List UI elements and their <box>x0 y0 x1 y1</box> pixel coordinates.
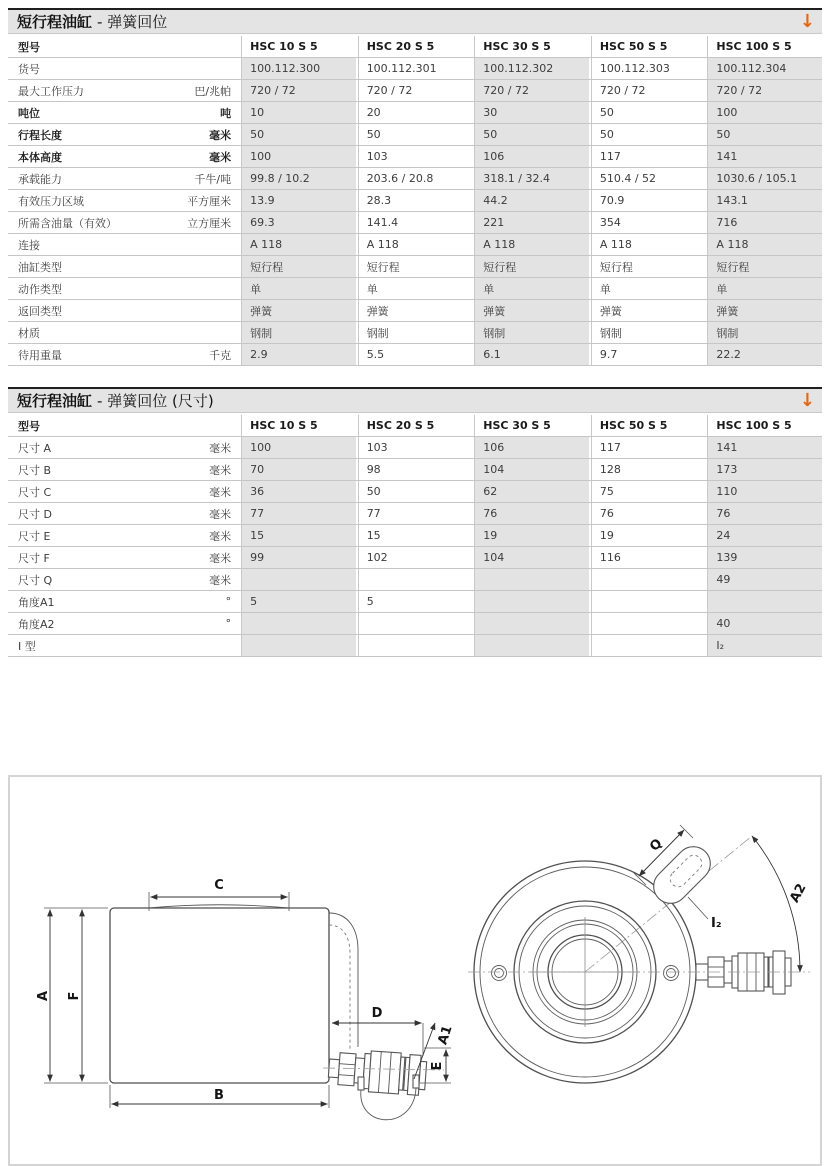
data-cell <box>474 591 589 612</box>
row-label: 尺寸 Q <box>18 573 53 587</box>
table-row <box>8 124 822 146</box>
download-arrow-icon[interactable]: ↓ <box>799 10 815 32</box>
table-row <box>8 278 822 300</box>
data-cell <box>241 569 356 590</box>
row-label-cell <box>8 344 239 365</box>
data-cell: 75 <box>591 481 706 502</box>
technical-drawing <box>10 777 820 1162</box>
data-cell <box>591 613 706 634</box>
data-cell: 44.2 <box>474 190 589 211</box>
row-label-cell <box>8 124 239 145</box>
data-cell: 24 <box>707 525 822 546</box>
table-row <box>8 503 822 525</box>
data-cell: 单 <box>358 278 473 299</box>
data-cell: A 118 <box>474 234 589 255</box>
row-unit: 千克 <box>209 348 232 362</box>
data-cell: 720 / 72 <box>474 80 589 101</box>
data-cell: 弹簧 <box>241 300 356 321</box>
data-cell: 钢制 <box>591 322 706 343</box>
data-cell: A 118 <box>241 234 356 255</box>
data-cell: 100.112.302 <box>474 58 589 79</box>
row-label-cell <box>8 102 239 123</box>
data-cell <box>358 569 473 590</box>
data-cell: 49 <box>707 569 822 590</box>
table-row <box>8 80 822 102</box>
table-row <box>8 459 822 481</box>
row-unit: 毫米 <box>209 441 232 455</box>
row-unit: 毫米 <box>209 485 232 499</box>
section-subtitle: - 弹簧回位 (尺寸) <box>97 392 214 410</box>
data-cell: 203.6 / 20.8 <box>358 168 473 189</box>
data-cell: 76 <box>707 503 822 524</box>
data-cell: A 118 <box>707 234 822 255</box>
data-cell: 短行程 <box>241 256 356 277</box>
spec-table-titlebar <box>8 8 822 34</box>
data-cell: 106 <box>474 437 589 458</box>
data-cell: 173 <box>707 459 822 480</box>
column-header: HSC 10 S 5 <box>241 36 356 57</box>
data-cell: 50 <box>358 124 473 145</box>
data-cell: 10 <box>241 102 356 123</box>
data-cell: 139 <box>707 547 822 568</box>
data-cell: 1030.6 / 105.1 <box>707 168 822 189</box>
row-unit: 毫米 <box>209 463 232 477</box>
data-cell: 单 <box>241 278 356 299</box>
table-row <box>8 300 822 322</box>
data-cell: 13.9 <box>241 190 356 211</box>
dimension-table-titlebar <box>8 387 822 413</box>
data-cell: 9.7 <box>591 344 706 365</box>
data-cell: 354 <box>591 212 706 233</box>
table2-body <box>8 437 822 657</box>
data-cell: 62 <box>474 481 589 502</box>
table-row <box>8 344 822 366</box>
dimension-table-header-row <box>8 415 822 437</box>
row-label-cell <box>8 256 239 277</box>
data-cell: 100.112.304 <box>707 58 822 79</box>
row-label-cell <box>8 212 239 233</box>
data-cell <box>358 613 473 634</box>
data-cell: 720 / 72 <box>241 80 356 101</box>
row-unit: 平方厘米 <box>187 194 232 208</box>
row-label-cell <box>8 635 239 656</box>
data-cell <box>474 635 589 656</box>
row-label-cell <box>8 613 239 634</box>
data-cell: 钢制 <box>474 322 589 343</box>
data-cell: 100 <box>241 146 356 167</box>
row-label-cell <box>8 300 239 321</box>
data-cell: 2.9 <box>241 344 356 365</box>
data-cell: 117 <box>591 437 706 458</box>
data-cell: 弹簧 <box>358 300 473 321</box>
row-label-cell <box>8 80 239 101</box>
column-header: HSC 30 S 5 <box>474 36 589 57</box>
data-cell: 单 <box>591 278 706 299</box>
row-label-cell <box>8 234 239 255</box>
data-cell: 单 <box>707 278 822 299</box>
data-cell: 6.1 <box>474 344 589 365</box>
data-cell: 110 <box>707 481 822 502</box>
row-label-cell <box>8 569 239 590</box>
column-header: HSC 50 S 5 <box>591 36 706 57</box>
data-cell <box>241 635 356 656</box>
row-unit: 吨 <box>220 106 232 120</box>
data-cell: 99.8 / 10.2 <box>241 168 356 189</box>
data-cell: 69.3 <box>241 212 356 233</box>
dim-label-b: B <box>214 1088 224 1103</box>
row-label: 动作类型 <box>18 282 62 296</box>
table-row <box>8 525 822 547</box>
data-cell: 短行程 <box>474 256 589 277</box>
data-cell: 弹簧 <box>474 300 589 321</box>
data-cell: 短行程 <box>591 256 706 277</box>
row-label: 吨位 <box>18 106 40 120</box>
dim-label-i2: I₂ <box>711 916 722 931</box>
dimension-table-section <box>8 387 822 657</box>
data-cell: 100 <box>241 437 356 458</box>
data-cell: 99 <box>241 547 356 568</box>
data-cell <box>358 635 473 656</box>
data-cell: 30 <box>474 102 589 123</box>
data-cell: 15 <box>241 525 356 546</box>
data-cell: 15 <box>358 525 473 546</box>
data-cell <box>591 591 706 612</box>
row-label-cell <box>8 503 239 524</box>
row-label: I 型 <box>18 639 36 653</box>
data-cell: 50 <box>474 124 589 145</box>
column-header: HSC 100 S 5 <box>707 415 822 436</box>
technical-drawing-panel <box>8 775 822 1166</box>
row-unit: 毫米 <box>209 529 232 543</box>
data-cell: 单 <box>474 278 589 299</box>
column-header: HSC 50 S 5 <box>591 415 706 436</box>
data-cell: 50 <box>591 102 706 123</box>
column-header: HSC 20 S 5 <box>358 415 473 436</box>
side-coupler <box>328 1048 428 1096</box>
data-cell <box>241 613 356 634</box>
row-unit: 毫米 <box>209 507 232 521</box>
data-cell: 钢制 <box>707 322 822 343</box>
dim-label-d: D <box>371 1006 383 1021</box>
row-label-cell <box>8 547 239 568</box>
column-header: HSC 10 S 5 <box>241 415 356 436</box>
table-row <box>8 437 822 459</box>
row-label: 返回类型 <box>18 304 62 318</box>
model-header-label: 型号 <box>18 40 40 54</box>
data-cell: I₂ <box>707 635 822 656</box>
row-label: 尺寸 A <box>18 441 52 455</box>
row-label: 尺寸 D <box>18 507 52 521</box>
data-cell: 720 / 72 <box>591 80 706 101</box>
dim-label-a1: A1 <box>435 1023 456 1047</box>
data-cell: 40 <box>707 613 822 634</box>
data-cell: A 118 <box>591 234 706 255</box>
data-cell: A 118 <box>358 234 473 255</box>
data-cell: 720 / 72 <box>707 80 822 101</box>
row-label: 尺寸 E <box>18 529 51 543</box>
row-label: 角度A2 <box>18 617 55 631</box>
row-label-cell <box>8 168 239 189</box>
row-label: 所需含油量（有效） <box>18 216 117 230</box>
data-cell: 70 <box>241 459 356 480</box>
download-arrow-icon[interactable]: ↓ <box>799 389 815 411</box>
data-cell: 5 <box>358 591 473 612</box>
dim-label-c: C <box>214 878 224 893</box>
row-unit: 毫米 <box>209 551 232 565</box>
data-cell: 104 <box>474 547 589 568</box>
row-label-cell <box>8 591 239 612</box>
data-cell: 117 <box>591 146 706 167</box>
data-cell: 50 <box>707 124 822 145</box>
data-cell: 103 <box>358 146 473 167</box>
data-cell: 5 <box>241 591 356 612</box>
table-row <box>8 635 822 657</box>
row-label: 油缸类型 <box>18 260 62 274</box>
table-row <box>8 102 822 124</box>
section-subtitle: - 弹簧回位 <box>97 13 168 31</box>
data-cell: 50 <box>358 481 473 502</box>
data-cell: 钢制 <box>241 322 356 343</box>
dim-B <box>110 1085 329 1108</box>
top-coupler <box>696 951 791 994</box>
table-row <box>8 58 822 80</box>
row-unit: 千牛/吨 <box>194 172 232 186</box>
data-cell: 28.3 <box>358 190 473 211</box>
dim-label-f: F <box>67 991 82 1001</box>
data-cell: 22.2 <box>707 344 822 365</box>
row-unit: ° <box>225 617 232 630</box>
row-label-cell <box>8 437 239 458</box>
row-label: 尺寸 C <box>18 485 52 499</box>
data-cell: 103 <box>358 437 473 458</box>
row-unit: 立方厘米 <box>187 216 232 230</box>
column-header: HSC 20 S 5 <box>358 36 473 57</box>
data-cell: 20 <box>358 102 473 123</box>
data-cell: 720 / 72 <box>358 80 473 101</box>
dim-F <box>67 910 82 1082</box>
table-row <box>8 613 822 635</box>
dim-label-a2: A2 <box>787 881 810 906</box>
row-label-cell <box>8 278 239 299</box>
data-cell: 19 <box>474 525 589 546</box>
spec-table-header-row <box>8 36 822 58</box>
data-cell: 50 <box>591 124 706 145</box>
row-label: 最大工作压力 <box>18 84 84 98</box>
row-label: 尺寸 B <box>18 463 52 477</box>
table-row <box>8 234 822 256</box>
data-cell: 短行程 <box>707 256 822 277</box>
data-cell: 弹簧 <box>591 300 706 321</box>
row-label: 本体高度 <box>18 150 62 164</box>
data-cell: 102 <box>358 547 473 568</box>
data-cell: 77 <box>358 503 473 524</box>
row-unit: 毫米 <box>209 150 232 164</box>
column-header: HSC 30 S 5 <box>474 415 589 436</box>
data-cell: 100.112.303 <box>591 58 706 79</box>
data-cell: 141.4 <box>358 212 473 233</box>
data-cell: 70.9 <box>591 190 706 211</box>
row-label-cell <box>8 58 239 79</box>
row-label: 行程长度 <box>18 128 62 142</box>
model-header-cell <box>8 36 239 57</box>
data-cell: 510.4 / 52 <box>591 168 706 189</box>
data-cell: 141 <box>707 437 822 458</box>
column-header: HSC 100 S 5 <box>707 36 822 57</box>
table-row <box>8 256 822 278</box>
data-cell: 128 <box>591 459 706 480</box>
row-label: 材质 <box>18 326 40 340</box>
dim-label-e: E <box>430 1061 445 1071</box>
row-unit: 毫米 <box>209 128 232 142</box>
row-unit: 毫米 <box>209 573 232 587</box>
row-unit: 巴/兆帕 <box>194 84 232 98</box>
data-cell <box>591 635 706 656</box>
row-label: 连接 <box>18 238 40 252</box>
data-cell: 76 <box>591 503 706 524</box>
data-cell <box>474 569 589 590</box>
table-row <box>8 481 822 503</box>
data-cell <box>474 613 589 634</box>
data-cell: 100.112.300 <box>241 58 356 79</box>
data-cell: 5.5 <box>358 344 473 365</box>
row-label: 货号 <box>18 62 40 76</box>
row-label-cell <box>8 525 239 546</box>
row-label: 角度A1 <box>18 595 55 609</box>
table-row <box>8 212 822 234</box>
table-row <box>8 168 822 190</box>
data-cell: 77 <box>241 503 356 524</box>
dim-label-a: A <box>36 990 51 1002</box>
table-row <box>8 547 822 569</box>
model-header-label: 型号 <box>18 419 40 433</box>
data-cell: 弹簧 <box>707 300 822 321</box>
model-header-cell <box>8 415 239 436</box>
data-cell: 76 <box>474 503 589 524</box>
table-row <box>8 591 822 613</box>
row-label: 待用重量 <box>18 348 62 362</box>
row-label: 尺寸 F <box>18 551 50 565</box>
data-cell <box>591 569 706 590</box>
spec-table-section <box>8 0 822 366</box>
data-cell: 116 <box>591 547 706 568</box>
table-row <box>8 190 822 212</box>
row-label: 有效压力区域 <box>18 194 84 208</box>
data-cell <box>707 591 822 612</box>
row-label-cell <box>8 481 239 502</box>
table-row <box>8 569 822 591</box>
row-label-cell <box>8 146 239 167</box>
dim-label-q: Q <box>647 836 666 855</box>
data-cell: 143.1 <box>707 190 822 211</box>
data-cell: 98 <box>358 459 473 480</box>
data-cell: 104 <box>474 459 589 480</box>
row-unit: ° <box>225 595 232 608</box>
data-cell: 50 <box>241 124 356 145</box>
data-cell: 318.1 / 32.4 <box>474 168 589 189</box>
data-cell: 716 <box>707 212 822 233</box>
section-title: 短行程油缸 <box>17 392 93 410</box>
dim-I2 <box>688 897 722 931</box>
data-cell: 221 <box>474 212 589 233</box>
row-label-cell <box>8 322 239 343</box>
row-label-cell <box>8 190 239 211</box>
row-label-cell <box>8 459 239 480</box>
data-cell: 106 <box>474 146 589 167</box>
data-cell: 100 <box>707 102 822 123</box>
cylinder-side-view <box>36 878 456 1120</box>
data-cell: 36 <box>241 481 356 502</box>
data-cell: 短行程 <box>358 256 473 277</box>
table1-body <box>8 58 822 366</box>
data-cell: 钢制 <box>358 322 473 343</box>
data-cell: 100.112.301 <box>358 58 473 79</box>
data-cell: 19 <box>591 525 706 546</box>
dim-D <box>332 1006 423 1056</box>
row-label: 承载能力 <box>18 172 62 186</box>
table-row <box>8 146 822 168</box>
section-title: 短行程油缸 <box>17 13 93 31</box>
data-cell: 141 <box>707 146 822 167</box>
table-row <box>8 322 822 344</box>
cylinder-top-view <box>468 825 810 1083</box>
